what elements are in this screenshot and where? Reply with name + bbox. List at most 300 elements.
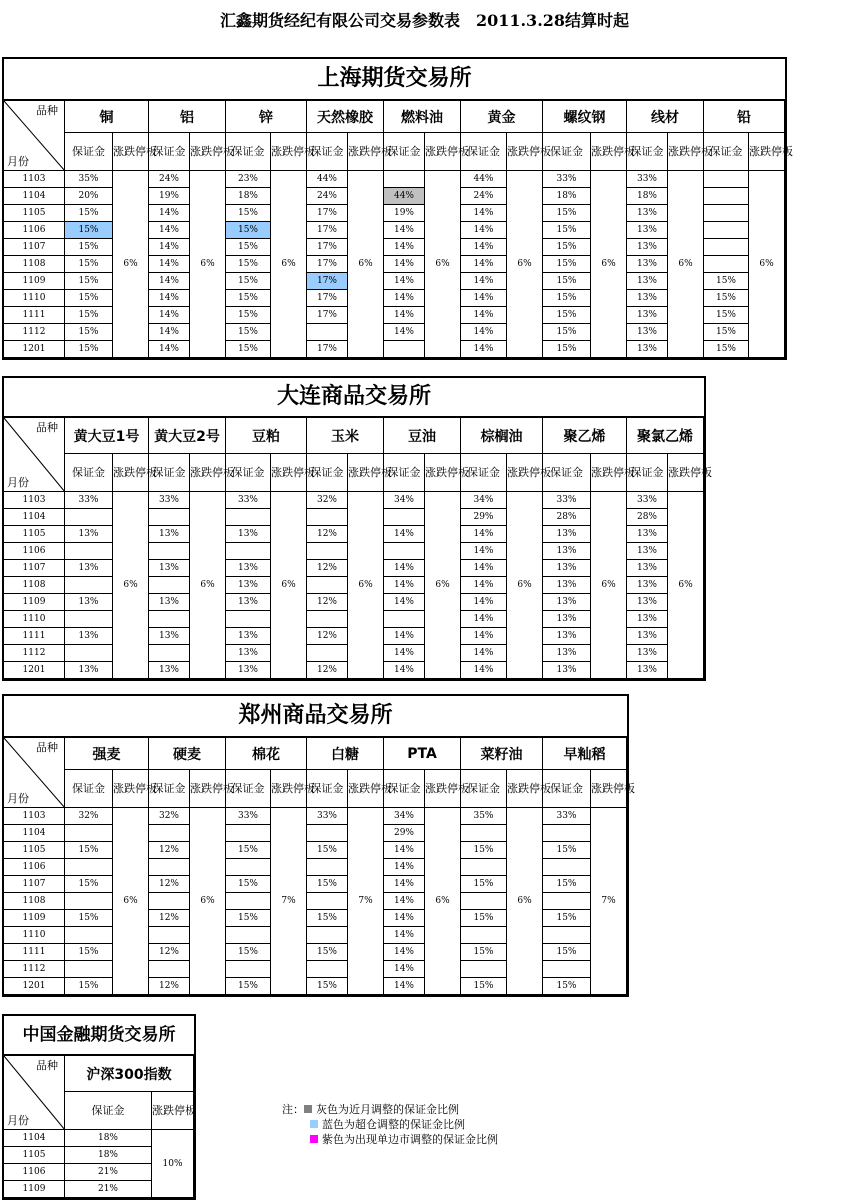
blue-swatch: [310, 1120, 318, 1128]
margin-cell: 32%: [149, 808, 190, 825]
margin-header: 保证金: [543, 454, 591, 492]
margin-cell: 15%: [226, 910, 271, 927]
margin-cell: [461, 961, 507, 978]
month-cell: 1111: [4, 307, 65, 324]
margin-cell: [307, 611, 348, 628]
product-header: 聚乙烯: [543, 418, 627, 454]
margin-cell: 15%: [65, 256, 113, 273]
margin-cell: 13%: [543, 560, 591, 577]
margin-cell: 15%: [704, 290, 749, 307]
month-cell: 1105: [4, 205, 65, 222]
dce-section: [2, 376, 712, 681]
margin-cell: 14%: [461, 324, 507, 341]
limit-header: 涨跌停板: [668, 133, 704, 171]
margin-cell: 14%: [384, 560, 425, 577]
margin-cell: 33%: [226, 492, 271, 509]
margin-cell: [149, 509, 190, 526]
limit-cell: 6%: [113, 808, 149, 995]
product-header: 螺纹钢: [543, 101, 627, 133]
margin-cell: 14%: [149, 290, 190, 307]
margin-cell: 12%: [307, 662, 348, 679]
margin-cell: [307, 509, 348, 526]
gray-swatch: [304, 1105, 312, 1113]
margin-cell: 13%: [627, 628, 668, 645]
limit-header: 涨跌停板: [190, 133, 226, 171]
margin-cell: 14%: [461, 645, 507, 662]
margin-cell: [226, 509, 271, 526]
subheader-row: [4, 770, 627, 808]
margin-cell: [307, 893, 348, 910]
margin-cell: 24%: [149, 171, 190, 188]
month-cell: 1103: [4, 808, 65, 825]
corner-month-label: 月份: [7, 792, 29, 805]
margin-cell: [149, 893, 190, 910]
margin-cell: 13%: [627, 577, 668, 594]
margin-cell: [307, 577, 348, 594]
limit-header: 涨跌停板: [113, 454, 149, 492]
margin-cell: 14%: [149, 273, 190, 290]
limit-cell: 6%: [507, 492, 543, 679]
margin-header: 保证金: [65, 770, 113, 808]
margin-cell: 15%: [226, 944, 271, 961]
product-header: 菜籽油: [461, 738, 543, 770]
margin-cell: [149, 859, 190, 876]
margin-cell: 14%: [384, 645, 425, 662]
margin-cell: 13%: [65, 662, 113, 679]
document-title: 汇鑫期货经纪有限公司交易参数表 2011.3.28结算时起: [219, 11, 630, 30]
margin-cell: 13%: [226, 645, 271, 662]
limit-header: 涨跌停板: [591, 454, 627, 492]
margin-cell: 13%: [149, 560, 190, 577]
margin-cell: 14%: [384, 978, 425, 995]
month-cell: 1110: [4, 290, 65, 307]
margin-cell: 14%: [461, 256, 507, 273]
margin-cell: 33%: [543, 171, 591, 188]
margin-cell: 15%: [226, 205, 271, 222]
margin-cell: 15%: [704, 341, 749, 358]
product-header: 线材: [627, 101, 704, 133]
month-cell: 1104: [4, 509, 65, 526]
margin-cell: 15%: [65, 290, 113, 307]
margin-cell: 13%: [627, 324, 668, 341]
limit-header: 涨跌停板: [271, 770, 307, 808]
margin-cell: 14%: [461, 662, 507, 679]
margin-cell: 14%: [461, 526, 507, 543]
month-cell: 1111: [4, 628, 65, 645]
margin-header: 保证金: [461, 770, 507, 808]
margin-cell: [65, 859, 113, 876]
margin-header: 保证金: [307, 770, 348, 808]
margin-cell: [307, 859, 348, 876]
product-header: 豆粕: [226, 418, 307, 454]
margin-cell: [543, 859, 591, 876]
margin-cell: 17%: [307, 290, 348, 307]
margin-cell: 21%: [65, 1181, 152, 1198]
product-header: 铜: [65, 101, 149, 133]
margin-cell: 18%: [627, 188, 668, 205]
month-cell: 1106: [4, 1164, 65, 1181]
limit-header: 涨跌停板: [348, 770, 384, 808]
margin-cell: [307, 927, 348, 944]
margin-cell: 33%: [65, 492, 113, 509]
month-cell: 1110: [4, 927, 65, 944]
margin-cell: 15%: [226, 842, 271, 859]
margin-cell: [65, 645, 113, 662]
margin-cell: [149, 927, 190, 944]
margin-cell: 29%: [461, 509, 507, 526]
margin-cell: 13%: [226, 628, 271, 645]
limit-cell: 7%: [591, 808, 627, 995]
margin-cell: 14%: [149, 205, 190, 222]
corner-product-label: 品种: [36, 1059, 58, 1072]
margin-cell: 13%: [627, 205, 668, 222]
margin-table: [3, 1055, 194, 1198]
margin-cell: 13%: [226, 560, 271, 577]
limit-header: 涨跌停板: [271, 454, 307, 492]
margin-cell: [543, 961, 591, 978]
product-header: 硬麦: [149, 738, 226, 770]
limit-cell: 6%: [668, 171, 704, 358]
limit-header: 涨跌停板: [113, 133, 149, 171]
margin-cell: 13%: [627, 239, 668, 256]
corner-cell: [4, 738, 65, 808]
margin-cell: 15%: [226, 222, 271, 239]
margin-cell: 15%: [65, 978, 113, 995]
product-header: 黄金: [461, 101, 543, 133]
margin-cell: [384, 171, 425, 188]
margin-header: 保证金: [627, 133, 668, 171]
margin-cell: 13%: [65, 526, 113, 543]
margin-cell: 13%: [149, 662, 190, 679]
margin-cell: 14%: [461, 611, 507, 628]
product-header: 豆油: [384, 418, 461, 454]
margin-cell: 14%: [461, 628, 507, 645]
limit-cell: 6%: [190, 492, 226, 679]
margin-cell: 18%: [543, 188, 591, 205]
margin-cell: 24%: [307, 188, 348, 205]
month-cell: 1105: [4, 1147, 65, 1164]
margin-cell: 13%: [543, 662, 591, 679]
legend-row: [282, 1117, 498, 1132]
product-header: 燃料油: [384, 101, 461, 133]
limit-header: 涨跌停板: [591, 770, 627, 808]
margin-cell: [65, 893, 113, 910]
margin-header: 保证金: [384, 133, 425, 171]
corner-product-label: 品种: [36, 741, 58, 754]
margin-cell: 15%: [65, 222, 113, 239]
margin-cell: 14%: [461, 594, 507, 611]
margin-table: [3, 417, 712, 679]
margin-cell: [307, 645, 348, 662]
margin-cell: 15%: [543, 341, 591, 358]
margin-cell: 15%: [543, 876, 591, 893]
product-header: PTA: [384, 738, 461, 770]
margin-cell: [65, 509, 113, 526]
margin-cell: 15%: [461, 876, 507, 893]
month-cell: 1109: [4, 594, 65, 611]
margin-cell: 12%: [307, 594, 348, 611]
margin-cell: 13%: [627, 560, 668, 577]
margin-cell: 15%: [307, 842, 348, 859]
margin-header: 保证金: [226, 454, 271, 492]
margin-cell: 14%: [149, 239, 190, 256]
margin-cell: 17%: [307, 273, 348, 290]
czce-section: [2, 694, 635, 997]
month-cell: 1107: [4, 560, 65, 577]
margin-cell: 14%: [461, 290, 507, 307]
margin-cell: 13%: [226, 526, 271, 543]
limit-header: 涨跌停板: [668, 454, 704, 492]
margin-cell: 32%: [65, 808, 113, 825]
margin-cell: 44%: [384, 188, 425, 205]
subheader-row: [4, 454, 704, 492]
margin-cell: 14%: [384, 577, 425, 594]
month-cell: 1201: [4, 662, 65, 679]
margin-cell: [543, 893, 591, 910]
margin-cell: 18%: [226, 188, 271, 205]
margin-cell: 15%: [307, 978, 348, 995]
shfe-section: [2, 57, 793, 360]
limit-cell: 6%: [591, 492, 627, 679]
margin-header: 保证金: [461, 133, 507, 171]
margin-cell: [384, 543, 425, 560]
margin-header: 保证金: [226, 133, 271, 171]
month-cell: 1106: [4, 222, 65, 239]
margin-cell: 14%: [461, 543, 507, 560]
margin-cell: 14%: [149, 256, 190, 273]
margin-cell: 24%: [461, 188, 507, 205]
margin-cell: [65, 927, 113, 944]
margin-cell: [149, 645, 190, 662]
exchange-name: 大连商品交易所: [4, 378, 704, 418]
margin-cell: 15%: [543, 910, 591, 927]
limit-cell: 6%: [190, 808, 226, 995]
margin-cell: 14%: [384, 927, 425, 944]
margin-cell: 29%: [384, 825, 425, 842]
margin-cell: 14%: [384, 842, 425, 859]
margin-cell: 34%: [461, 492, 507, 509]
margin-cell: 17%: [307, 239, 348, 256]
margin-cell: 15%: [65, 910, 113, 927]
exchange-name: 中国金融期货交易所: [4, 1016, 194, 1056]
margin-cell: 13%: [627, 594, 668, 611]
product-header: 黄大豆2号: [149, 418, 226, 454]
month-cell: 1108: [4, 577, 65, 594]
limit-cell: 6%: [668, 492, 704, 679]
margin-cell: 12%: [149, 910, 190, 927]
limit-header: 涨跌停板: [507, 133, 543, 171]
limit-cell: 6%: [591, 171, 627, 358]
limit-header: 涨跌停板: [425, 770, 461, 808]
margin-cell: 15%: [543, 256, 591, 273]
margin-header: 保证金: [65, 454, 113, 492]
limit-cell: 6%: [348, 171, 384, 358]
month-cell: 1106: [4, 859, 65, 876]
margin-cell: 13%: [65, 628, 113, 645]
product-header: 天然橡胶: [307, 101, 384, 133]
margin-cell: 28%: [543, 509, 591, 526]
margin-cell: 15%: [461, 910, 507, 927]
table-row: [4, 808, 627, 825]
month-cell: 1106: [4, 543, 65, 560]
month-cell: 1112: [4, 645, 65, 662]
limit-cell: 6%: [507, 171, 543, 358]
margin-cell: 15%: [65, 307, 113, 324]
margin-cell: 14%: [149, 222, 190, 239]
margin-header: 保证金: [384, 454, 425, 492]
margin-cell: 14%: [461, 577, 507, 594]
margin-cell: 15%: [461, 944, 507, 961]
margin-cell: [384, 611, 425, 628]
margin-cell: 33%: [226, 808, 271, 825]
margin-cell: [149, 611, 190, 628]
margin-cell: 14%: [461, 307, 507, 324]
margin-table: [3, 737, 635, 995]
margin-cell: 12%: [307, 526, 348, 543]
margin-cell: [65, 825, 113, 842]
corner-cell: [4, 101, 65, 171]
margin-cell: 15%: [543, 205, 591, 222]
margin-cell: 13%: [627, 645, 668, 662]
product-header: 聚氯乙烯: [627, 418, 704, 454]
limit-cell: 6%: [749, 171, 785, 358]
margin-cell: 19%: [149, 188, 190, 205]
margin-cell: 15%: [461, 842, 507, 859]
margin-cell: 13%: [627, 611, 668, 628]
month-cell: 1104: [4, 188, 65, 205]
limit-cell: 6%: [271, 171, 307, 358]
limit-header: 涨跌停板: [190, 770, 226, 808]
margin-cell: 13%: [226, 662, 271, 679]
limit-header: 涨跌停板: [749, 133, 785, 171]
margin-cell: 15%: [307, 910, 348, 927]
month-cell: 1201: [4, 978, 65, 995]
margin-cell: 13%: [226, 577, 271, 594]
month-cell: 1105: [4, 526, 65, 543]
month-cell: 1107: [4, 876, 65, 893]
margin-cell: 15%: [307, 944, 348, 961]
margin-cell: [704, 188, 749, 205]
margin-cell: [226, 927, 271, 944]
table-row: [4, 1130, 194, 1147]
margin-cell: 12%: [307, 628, 348, 645]
limit-cell: 10%: [152, 1130, 194, 1198]
margin-cell: 15%: [226, 256, 271, 273]
margin-cell: 13%: [627, 290, 668, 307]
margin-header: 保证金: [307, 454, 348, 492]
subheader-row: [4, 133, 785, 171]
limit-cell: 7%: [271, 808, 307, 995]
margin-cell: 14%: [461, 560, 507, 577]
margin-cell: [149, 577, 190, 594]
margin-cell: 15%: [543, 842, 591, 859]
margin-cell: 15%: [461, 978, 507, 995]
margin-cell: 14%: [149, 341, 190, 358]
corner-cell: [4, 418, 65, 492]
margin-cell: 14%: [384, 859, 425, 876]
limit-header: 涨跌停板: [425, 133, 461, 171]
month-cell: 1110: [4, 611, 65, 628]
margin-cell: 14%: [384, 628, 425, 645]
limit-cell: 6%: [271, 492, 307, 679]
margin-cell: 14%: [384, 290, 425, 307]
margin-cell: 15%: [543, 944, 591, 961]
margin-header: 保证金: [307, 133, 348, 171]
month-cell: 1109: [4, 273, 65, 290]
margin-cell: 13%: [627, 543, 668, 560]
margin-cell: [704, 205, 749, 222]
margin-cell: 15%: [65, 205, 113, 222]
product-header: 白糖: [307, 738, 384, 770]
margin-cell: 14%: [384, 910, 425, 927]
margin-cell: 44%: [307, 171, 348, 188]
margin-cell: 14%: [384, 526, 425, 543]
margin-cell: [226, 543, 271, 560]
margin-cell: [384, 341, 425, 358]
magenta-swatch: [310, 1135, 318, 1143]
margin-cell: 12%: [149, 842, 190, 859]
month-cell: 1104: [4, 825, 65, 842]
margin-cell: 33%: [543, 492, 591, 509]
margin-cell: 33%: [627, 492, 668, 509]
month-cell: 1108: [4, 256, 65, 273]
margin-cell: [65, 961, 113, 978]
margin-cell: 34%: [384, 808, 425, 825]
corner-cell: [4, 1056, 65, 1130]
month-cell: 1107: [4, 239, 65, 256]
product-header: 铅: [704, 101, 785, 133]
margin-cell: 15%: [65, 324, 113, 341]
legend: [282, 1102, 498, 1147]
margin-cell: [65, 577, 113, 594]
cffex-section: [2, 1014, 196, 1200]
margin-cell: 15%: [543, 273, 591, 290]
margin-cell: [226, 961, 271, 978]
margin-cell: 15%: [226, 239, 271, 256]
exchange-name: 上海期货交易所: [4, 59, 785, 101]
margin-cell: 15%: [543, 978, 591, 995]
limit-cell: 6%: [348, 492, 384, 679]
product-header: 锌: [226, 101, 307, 133]
margin-cell: 15%: [226, 978, 271, 995]
table-row: [4, 171, 785, 188]
margin-cell: 13%: [543, 645, 591, 662]
margin-cell: 15%: [226, 290, 271, 307]
margin-cell: 17%: [307, 307, 348, 324]
corner-product-label: 品种: [36, 104, 58, 117]
month-cell: 1104: [4, 1130, 65, 1147]
month-cell: 1109: [4, 1181, 65, 1198]
margin-cell: [704, 239, 749, 256]
month-cell: 1112: [4, 961, 65, 978]
product-header: 铝: [149, 101, 226, 133]
margin-cell: 14%: [384, 893, 425, 910]
header-row: [4, 738, 627, 770]
limit-cell: 6%: [425, 808, 461, 995]
margin-cell: 33%: [627, 171, 668, 188]
month-cell: 1201: [4, 341, 65, 358]
margin-cell: [461, 825, 507, 842]
limit-cell: 6%: [113, 171, 149, 358]
margin-cell: 15%: [543, 239, 591, 256]
margin-cell: 13%: [627, 256, 668, 273]
margin-cell: 14%: [149, 307, 190, 324]
margin-cell: 13%: [543, 594, 591, 611]
margin-header: 保证金: [149, 770, 190, 808]
margin-cell: 14%: [384, 273, 425, 290]
product-header: 棕榈油: [461, 418, 543, 454]
product-header: 沪深300指数: [65, 1056, 194, 1092]
